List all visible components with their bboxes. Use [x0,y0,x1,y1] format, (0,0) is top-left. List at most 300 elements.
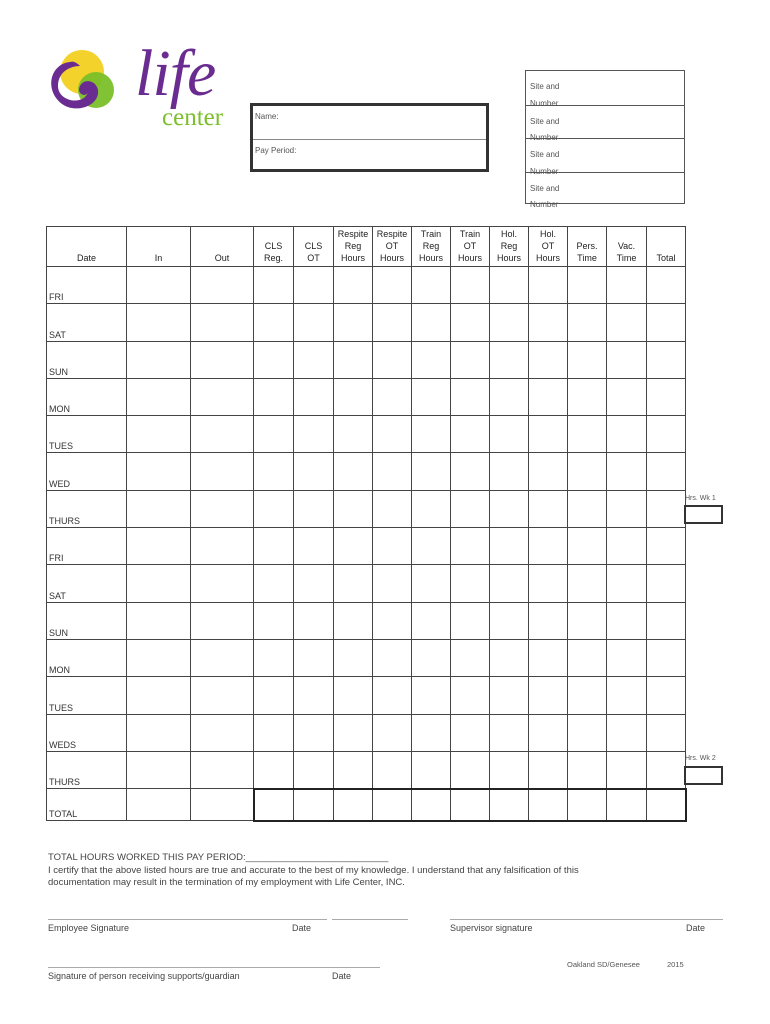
column-header-text [127,240,190,252]
day-label: SAT [47,304,127,341]
hours-cell[interactable] [490,378,529,415]
hours-cell[interactable] [412,639,451,676]
hours-cell[interactable] [607,751,647,788]
hours-cell[interactable] [127,378,191,415]
total-hours-line[interactable]: TOTAL HOURS WORKED THIS PAY PERIOD:___________________________ [48,852,389,863]
hours-cell[interactable] [191,341,254,378]
hours-cell[interactable] [607,565,647,602]
column-header-text: Hours [457,253,482,263]
hours-cell[interactable] [647,639,686,676]
hours-cell[interactable] [607,528,647,565]
supervisor-date-label: Date [686,923,706,933]
hours-cell[interactable] [127,341,191,378]
hours-cell[interactable] [191,677,254,714]
logo-word-life: life [135,37,216,110]
hours-cell[interactable] [647,267,686,304]
hours-cell[interactable] [490,267,529,304]
hours-cell[interactable] [451,677,490,714]
column-header-text [647,228,685,240]
hours-cell[interactable] [412,602,451,639]
hours-cell[interactable] [568,453,607,490]
hours-cell[interactable] [334,639,373,676]
hours-cell[interactable] [451,416,490,453]
receiver-signature-line[interactable] [48,967,380,968]
column-header [127,227,191,267]
hours-cell[interactable] [451,565,490,602]
hours-cell[interactable] [568,528,607,565]
hours-cell[interactable] [490,490,529,527]
hours-cell[interactable] [127,304,191,341]
site-label: Site and [530,183,560,193]
day-row [47,341,686,378]
hours-cell[interactable] [490,453,529,490]
total-cell[interactable] [127,789,191,821]
column-header [568,227,607,267]
hours-cell[interactable] [191,304,254,341]
hours-cell[interactable] [127,528,191,565]
hours-cell[interactable] [412,304,451,341]
hours-cell[interactable] [490,341,529,378]
hours-cell[interactable] [294,304,334,341]
certification-text [48,852,608,890]
hours-cell[interactable] [412,416,451,453]
hours-cell[interactable] [191,639,254,676]
total-cell[interactable] [373,789,412,821]
hours-cell[interactable] [607,341,647,378]
hours-cell[interactable] [647,565,686,602]
hours-cell[interactable] [647,453,686,490]
hours-cell[interactable] [294,453,334,490]
total-label: TOTAL [47,789,127,821]
hours-cell[interactable] [294,341,334,378]
hours-cell[interactable] [254,565,294,602]
column-header-text: Time [616,253,637,263]
hours-cell[interactable] [294,565,334,602]
hours-cell[interactable] [334,378,373,415]
hours-cell[interactable] [607,267,647,304]
hours-cell[interactable] [373,341,412,378]
hours-cell[interactable] [568,714,607,751]
hours-cell[interactable] [254,416,294,453]
hours-cell[interactable] [373,677,412,714]
hours-cell[interactable] [568,378,607,415]
column-header-text: Out [214,253,230,263]
column-header-text: Train [459,229,481,239]
hours-cell[interactable] [334,304,373,341]
hours-cell[interactable] [254,304,294,341]
day-row [47,490,686,527]
hours-cell[interactable] [294,528,334,565]
column-header-text: Total [656,253,676,263]
hours-cell[interactable] [254,528,294,565]
day-label: TUES [47,416,127,453]
site-label: Site and [530,116,560,126]
day-label: FRI [47,528,127,565]
hours-cell[interactable] [127,677,191,714]
hours-cell[interactable] [451,341,490,378]
day-label: FRI [47,267,127,304]
column-header-text [607,228,646,240]
name-field[interactable] [253,106,486,139]
hours-cell[interactable] [334,528,373,565]
total-cell[interactable] [412,789,451,821]
hours-cell[interactable] [334,453,373,490]
total-cell[interactable] [294,789,334,821]
hours-cell[interactable] [191,602,254,639]
hours-cell[interactable] [294,602,334,639]
number-label: Number [530,133,559,142]
hours-cell[interactable] [647,751,686,788]
day-row [47,528,686,565]
hours-cell[interactable] [568,677,607,714]
header-row [47,227,686,267]
hours-cell[interactable] [373,416,412,453]
hours-cell[interactable] [568,304,607,341]
hours-cell[interactable] [451,490,490,527]
hours-cell[interactable] [191,416,254,453]
hours-cell[interactable] [254,341,294,378]
hours-cell[interactable] [191,267,254,304]
hours-cell[interactable] [568,267,607,304]
hours-cell[interactable] [607,602,647,639]
hours-cell[interactable] [647,304,686,341]
hours-cell[interactable] [127,453,191,490]
column-header-text: Reg [422,241,440,251]
hours-cell[interactable] [607,416,647,453]
day-label: WED [47,453,127,490]
hours-cell[interactable] [412,528,451,565]
hours-cell[interactable] [607,378,647,415]
timesheet-table [46,226,687,822]
hours-cell[interactable] [294,490,334,527]
site-number-box [525,70,685,209]
hours-cell[interactable] [529,528,568,565]
hours-cell[interactable] [490,751,529,788]
hours-cell[interactable] [334,602,373,639]
hours-cell[interactable] [529,490,568,527]
hours-cell[interactable] [647,602,686,639]
hours-cell[interactable] [529,639,568,676]
column-header-text: Hours [418,253,443,263]
hours-cell[interactable] [334,490,373,527]
number-label: Number [530,200,559,209]
hours-cell[interactable] [373,714,412,751]
hours-cell[interactable] [334,565,373,602]
name-label: Name: [255,112,279,121]
hours-cell[interactable] [412,453,451,490]
hours-cell[interactable] [191,528,254,565]
column-header-text: OT [385,241,399,251]
hours-cell[interactable] [254,267,294,304]
hours-cell[interactable] [490,528,529,565]
hours-cell[interactable] [451,528,490,565]
day-row [47,416,686,453]
hours-cell[interactable] [334,677,373,714]
hours-cell[interactable] [191,378,254,415]
hours-cell[interactable] [294,267,334,304]
hours-cell[interactable] [490,602,529,639]
column-header-text: Reg [344,241,362,251]
employee-signature-label: Employee Signature [48,923,130,933]
total-cell[interactable] [568,789,607,821]
hours-cell[interactable] [373,602,412,639]
hours-cell[interactable] [647,416,686,453]
day-row [47,639,686,676]
hours-cell[interactable] [647,378,686,415]
hours-cell[interactable] [127,714,191,751]
day-row [47,677,686,714]
hours-cell[interactable] [607,714,647,751]
supervisor-signature-label: Supervisor signature [450,923,533,933]
hours-cell[interactable] [334,751,373,788]
hours-cell[interactable] [490,416,529,453]
hours-cell[interactable] [127,416,191,453]
hours-cell[interactable] [490,565,529,602]
hours-cell[interactable] [373,453,412,490]
hours-cell[interactable] [529,714,568,751]
hours-cell[interactable] [607,639,647,676]
total-cell[interactable] [334,789,373,821]
hours-cell[interactable] [334,416,373,453]
column-header-text: Date [76,253,96,263]
site-number-field[interactable] [526,71,684,108]
hours-cell[interactable] [412,378,451,415]
column-header [254,227,294,267]
total-cell[interactable] [490,789,529,821]
hours-cell[interactable] [373,639,412,676]
hours-cell[interactable] [529,565,568,602]
hours-cell[interactable] [254,490,294,527]
hours-cell[interactable] [191,565,254,602]
column-header-text [294,228,333,240]
pay-period-field[interactable] [253,139,486,172]
hours-cell[interactable] [451,714,490,751]
hours-cell[interactable] [127,490,191,527]
hours-cell[interactable] [451,602,490,639]
column-header-text [191,228,253,240]
week1-hours-label: Hrs. Wk 1 [685,495,716,502]
total-row [47,789,686,821]
hours-cell[interactable] [568,639,607,676]
hours-cell[interactable] [568,490,607,527]
hours-cell[interactable] [529,602,568,639]
hours-cell[interactable] [127,639,191,676]
week1-hours-box[interactable] [684,505,723,524]
column-header-text [127,228,190,240]
hours-cell[interactable] [373,378,412,415]
hours-cell[interactable] [490,639,529,676]
hours-cell[interactable] [412,490,451,527]
hours-cell[interactable] [647,714,686,751]
week2-hours-box[interactable] [684,766,723,785]
certification-line-1: I certify that the above listed hours are true and accurate to the best of my knowledge. I understand that any falsification of this [48,864,579,876]
hours-cell[interactable] [490,677,529,714]
certification-line-2: documentation may result in the termination of my employment with Life Center, INC. [48,877,405,888]
hours-cell[interactable] [294,751,334,788]
hours-cell[interactable] [334,267,373,304]
day-label: THURS [47,490,127,527]
region-text: Oakland SD/Genesee [567,960,640,969]
hours-cell[interactable] [607,453,647,490]
column-header-text: OT [307,253,320,263]
hours-cell[interactable] [647,677,686,714]
hours-cell[interactable] [191,751,254,788]
column-header-text: Train [420,229,442,239]
hours-cell[interactable] [451,378,490,415]
week2-hours-label: Hrs. Wk 2 [685,755,716,762]
hours-cell[interactable] [490,304,529,341]
total-cell[interactable] [254,789,294,821]
hours-cell[interactable] [127,602,191,639]
hours-cell[interactable] [607,677,647,714]
column-header-text: Hol. [500,229,517,239]
hours-cell[interactable] [191,453,254,490]
hours-cell[interactable] [529,453,568,490]
number-label: Number [530,166,559,176]
day-row [47,267,686,304]
column-header-text [47,240,126,252]
hours-cell[interactable] [529,677,568,714]
total-cell[interactable] [647,789,686,821]
supervisor-signature-line[interactable] [450,919,723,920]
column-header-text [647,240,685,252]
total-cell[interactable] [191,789,254,821]
hours-cell[interactable] [373,565,412,602]
column-header [412,227,451,267]
number-label: Number [530,98,559,108]
column-header-text: Hol. [539,229,556,239]
hours-cell[interactable] [412,677,451,714]
hours-cell[interactable] [373,751,412,788]
hours-cell[interactable] [647,341,686,378]
column-header-text: Hours [379,253,404,263]
hours-cell[interactable] [373,267,412,304]
hours-cell[interactable] [451,267,490,304]
column-header [529,227,568,267]
hours-cell[interactable] [451,639,490,676]
column-header [191,227,254,267]
column-header-text: Hours [496,253,521,263]
hours-cell[interactable] [373,304,412,341]
hours-cell[interactable] [568,751,607,788]
hours-cell[interactable] [294,416,334,453]
column-header-text [254,228,293,240]
hours-cell[interactable] [254,677,294,714]
hours-cell[interactable] [529,267,568,304]
employee-signature-line[interactable] [48,919,327,920]
column-header-text: CLS [264,241,283,251]
total-cell[interactable] [529,789,568,821]
day-label: WEDS [47,714,127,751]
hours-cell[interactable] [490,714,529,751]
hours-cell[interactable] [607,304,647,341]
hours-cell[interactable] [254,453,294,490]
column-header [373,227,412,267]
hours-cell[interactable] [191,714,254,751]
hours-cell[interactable] [529,378,568,415]
column-header-text: Respite [337,229,369,239]
hours-cell[interactable] [529,751,568,788]
day-row [47,453,686,490]
day-row [47,751,686,788]
hours-cell[interactable] [529,304,568,341]
hours-cell[interactable] [254,602,294,639]
year-text: 2015 [667,960,684,969]
hours-cell[interactable] [529,416,568,453]
hours-cell[interactable] [451,751,490,788]
hours-cell[interactable] [127,565,191,602]
day-label: THURS [47,751,127,788]
hours-cell[interactable] [568,341,607,378]
logo-word-center: center [162,104,224,131]
column-header-text: Reg. [263,253,283,263]
hours-cell[interactable] [451,304,490,341]
employee-date-line[interactable] [332,919,408,920]
day-row [47,565,686,602]
column-header-text [47,228,126,240]
column-header [47,227,127,267]
column-header-text: OT [463,241,477,251]
hours-cell[interactable] [294,639,334,676]
hours-cell[interactable] [334,341,373,378]
total-cell[interactable] [607,789,647,821]
hours-cell[interactable] [127,267,191,304]
day-label: MON [47,378,127,415]
hours-cell[interactable] [294,378,334,415]
site-label: Site and [530,150,560,159]
swirl-logo-icon [40,42,150,122]
hours-cell[interactable] [607,490,647,527]
column-header [451,227,490,267]
receiver-signature-label: Signature of person receiving supports/guardian [48,971,240,981]
hours-cell[interactable] [127,751,191,788]
hours-cell[interactable] [334,714,373,751]
hours-cell[interactable] [254,639,294,676]
receiver-date-label: Date [332,971,352,981]
hours-cell[interactable] [647,490,686,527]
hours-cell[interactable] [412,565,451,602]
hours-cell[interactable] [568,565,607,602]
hours-cell[interactable] [254,714,294,751]
hours-cell[interactable] [451,453,490,490]
column-header-text: In [154,253,163,263]
hours-cell[interactable] [412,341,451,378]
column-header [607,227,647,267]
hours-cell[interactable] [254,751,294,788]
column-header-text: Time [577,253,597,263]
hours-cell[interactable] [294,714,334,751]
day-label: SAT [47,565,127,602]
hours-cell[interactable] [568,602,607,639]
day-label: MON [47,639,127,676]
hours-cell[interactable] [412,714,451,751]
column-header-text [191,240,253,252]
column-header-text [568,228,606,240]
hours-cell[interactable] [294,677,334,714]
hours-cell[interactable] [412,751,451,788]
employee-info-box [250,103,489,172]
hours-cell[interactable] [568,416,607,453]
hours-cell[interactable] [254,378,294,415]
hours-cell[interactable] [373,528,412,565]
hours-cell[interactable] [373,490,412,527]
day-row [47,602,686,639]
hours-cell[interactable] [191,490,254,527]
total-cell[interactable] [451,789,490,821]
hours-cell[interactable] [529,341,568,378]
hours-cell[interactable] [412,267,451,304]
hours-cell[interactable] [647,528,686,565]
